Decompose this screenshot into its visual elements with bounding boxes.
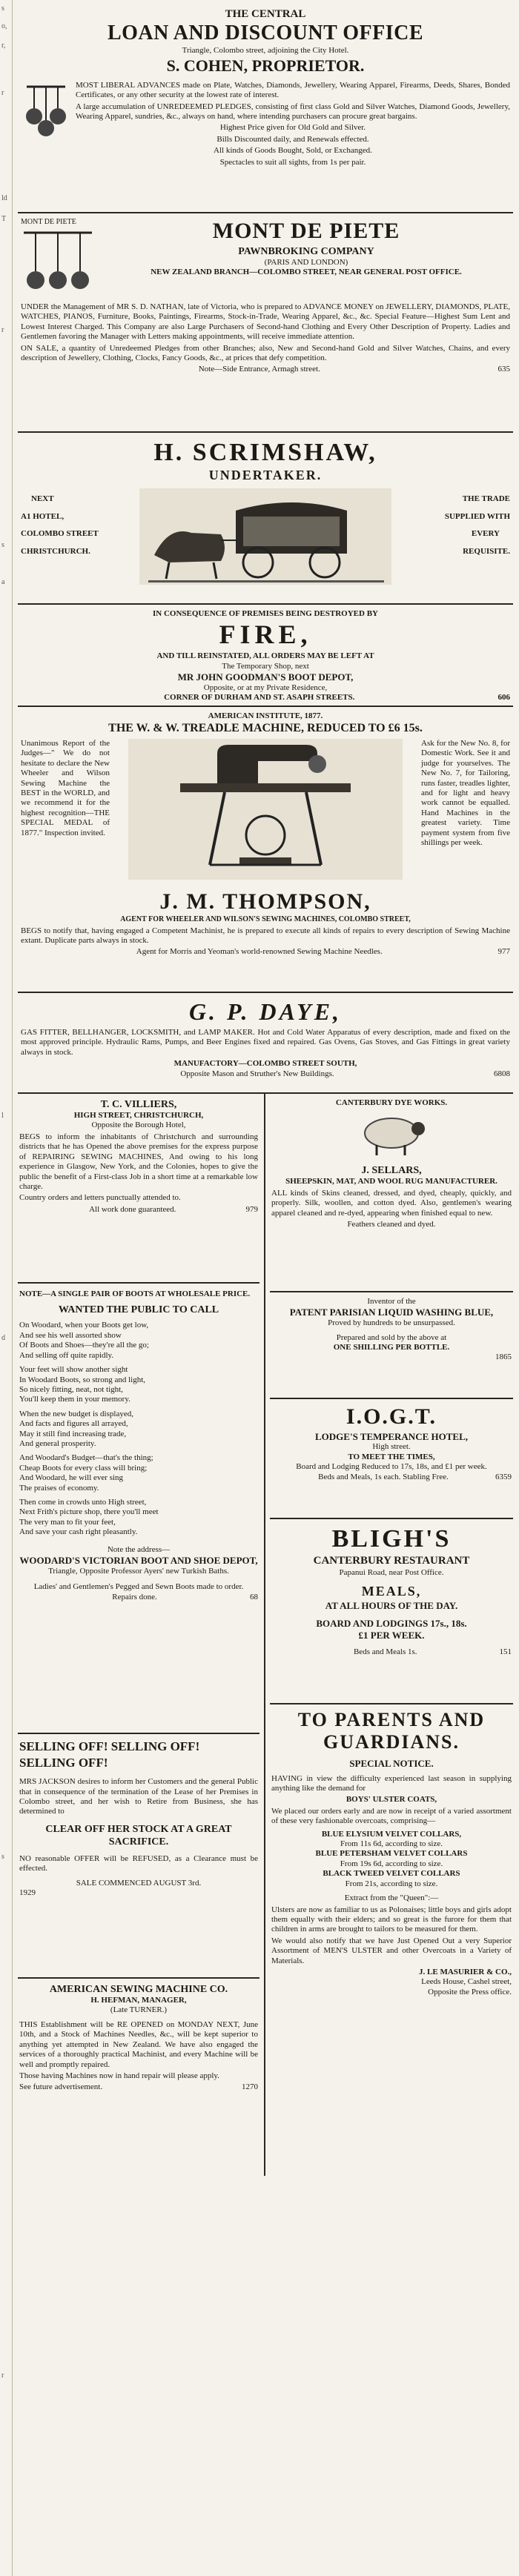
ad-footer: All work done guaranteed. <box>89 1204 176 1214</box>
ad-line: REQUISITE. <box>463 546 510 556</box>
left-margin-strip <box>0 0 13 2576</box>
verse-line: May it still find increasing trade, <box>19 1429 127 1438</box>
ad-line: A1 HOTEL, <box>21 511 65 521</box>
ad-subtitle: SPECIAL NOTICE. <box>349 1757 434 1769</box>
washing-blue-ad <box>270 1292 513 1399</box>
ad-proprietor: S. COHEN, PROPRIETOR. <box>166 56 365 75</box>
daye-ad <box>18 993 513 1094</box>
ad-line: Opposite, or at my Private Residence, <box>203 683 328 692</box>
ad-title: BLIGH'S <box>331 1525 452 1553</box>
ad-line: The Temporary Shop, next <box>222 661 309 671</box>
ad-ref: 606 <box>497 693 510 703</box>
ad-body: HAVING in view the difficulty experienced last season in supplying anything like the demand for <box>271 1773 512 1793</box>
verse-line: And save your cash right pleasantly. <box>19 1527 138 1537</box>
ad-line: High street. <box>372 1442 411 1452</box>
ad-line: MANUFACTORY—COLOMBO STREET SOUTH, <box>173 1059 357 1069</box>
selling-off-ad <box>18 1734 260 1979</box>
ad-title: NOTE—A SINGLE PAIR OF BOOTS AT WHOLESALE PRICE. <box>19 1289 251 1298</box>
wheeler-wilson-ad <box>18 707 513 993</box>
ad-line: SALE COMMENCED AUGUST 3rd. <box>76 1878 202 1888</box>
ad-line: HIGH STREET, CHRISTCHURCH, <box>73 1111 204 1121</box>
ad-line: Opposite the Borough Hotel, <box>91 1121 186 1130</box>
sewing-machine-illustration <box>128 739 403 880</box>
ad-ref: 635 <box>497 365 510 374</box>
ad-address: Triangle, Colombo street, adjoining the City Hotel. <box>182 46 349 56</box>
ad-line: H. HEFMAN, MANAGER, <box>90 1996 187 2005</box>
ad-ref: 151 <box>499 1647 512 1656</box>
margin-fragment: s <box>1 541 4 549</box>
parents-guardians-ad <box>270 1704 513 2165</box>
ad-body: BEGS to inform the inhabitants of Christchurch and surrounding districts that he has Opened the above premises for the express purpose of REPAIRING SEWING MACHINES, And owing to his long experience in Glasgow, New York, and the Colonies, hopes to give the public the benefit of a First-class Job in a short time at a remarkable low charge. <box>19 1132 258 1191</box>
pawnbroker-balls-icon <box>21 227 95 298</box>
ad-body: Country orders and letters punctually attended to. <box>19 1193 181 1203</box>
ad-line: Triangle, Opposite Professor Ayers' new Turkish Baths. <box>48 1566 229 1576</box>
ad-line: Board and Lodging Reduced to 17s, 18s, and £1 per week. <box>296 1462 487 1472</box>
ad-line: NEXT <box>31 494 54 504</box>
ad-ref: 6808 <box>494 1069 510 1078</box>
ad-subtitle: LODGE'S TEMPERANCE HOTEL, <box>315 1430 468 1442</box>
verse-line: The praises of economy. <box>19 1483 99 1493</box>
verse-line: In Woodard Boots, so strong and light, <box>19 1375 146 1384</box>
ad-line: EVERY <box>471 529 500 539</box>
ad-line: Proved by hundreds to be unsurpassed. <box>328 1318 455 1328</box>
ad-title: H. SCRIMSHAW, <box>153 439 377 466</box>
verse-line: And general prosperity. <box>19 1438 96 1448</box>
ad-line: CHRISTCHURCH. <box>21 546 90 556</box>
ad-body: ON SALE, a quantity of Unredeemed Pledges from other Branches; also, New and Second-hand Gold and Silver Watches, Chains, and every description of Jewellery, Clothing, Clocks, Fancy Goods, &c., at prices that defy competition. <box>21 343 510 363</box>
ad-title: T. C. VILLIERS, <box>100 1099 177 1110</box>
ad-line: Note the address— <box>107 1544 171 1554</box>
ad-subtitle: PAWNBROKING COMPANY <box>238 245 374 257</box>
ad-branch: NEW ZEALAND BRANCH—COLOMBO STREET, NEAR GENERAL POST OFFICE. <box>151 268 462 277</box>
left-column <box>18 1094 265 2176</box>
ad-agent-name: J. M. THOMPSON, <box>159 889 371 914</box>
verse-line: So nicely fitting, neat, not tight, <box>19 1384 123 1394</box>
ad-body: We would also notify that we have Just Opened Out a very Superior Assortment of MEN'S ULSTER and other Overcoats in a Variety of Materials. <box>271 1936 512 1965</box>
ad-title: LOAN AND DISCOUNT OFFICE <box>107 21 424 45</box>
verse-line: The very man to fit your feet, <box>19 1517 116 1527</box>
ad-body: THIS Establishment will be RE OPENED on MONDAY NEXT, June 10th, and a Stock of Machines Needles, &c., will be kept superior to anything yet attempted in New Zealand. We have also engaged the services of a thoroughly practical Machinist, and every Machine will be well and promptly repaired. <box>19 2019 258 2069</box>
margin-fragment: r <box>1 89 4 97</box>
ad-line: THE TRADE <box>462 494 510 504</box>
margin-fragment: r <box>1 326 4 334</box>
newspaper-column <box>18 3 513 2176</box>
villiers-ad <box>18 1094 260 1284</box>
verse-line: Your feet will show another sight <box>19 1365 128 1375</box>
ad-ref: 979 <box>245 1204 258 1214</box>
ad-line: Papanui Road, near Post Office. <box>339 1567 444 1577</box>
hearse-carriage-illustration <box>139 488 391 585</box>
ad-line: MEALS, <box>361 1584 422 1599</box>
ad-body: We placed our orders early and are now in receipt of a varied assortment of these very fashionable overcoats, comprising— <box>271 1806 512 1826</box>
ad-ref: 1270 <box>242 2082 258 2092</box>
scrimshaw-ad <box>18 433 513 605</box>
verse-line: Then come in crowds unto High street, <box>19 1497 147 1507</box>
ad-line: Extract from the "Queen":— <box>344 1893 439 1903</box>
ad-title: SELLING OFF! SELLING OFF! SELLING OFF! <box>19 1739 200 1770</box>
verse-line: When the new budget is displayed, <box>19 1409 133 1418</box>
ad-line: £1 PER WEEK. <box>358 1629 425 1641</box>
item-line: BLUE ELYSIUM VELVET COLLARS, <box>321 1829 462 1839</box>
ad-line: TO MEET THE TIMES, <box>348 1452 435 1461</box>
ad-footer: See future advertisement. <box>19 2082 103 2092</box>
ad-line: Opposite the Press office. <box>428 1987 512 1996</box>
ad-line: IN CONSEQUENCE OF PREMISES BEING DESTROYED BY <box>153 609 378 618</box>
ad-line: Prepared and sold by the above at <box>336 1332 447 1342</box>
ad-title: MONT DE PIETE <box>212 219 400 243</box>
ad-body: All kinds of Goods Bought, Sold, or Exchanged. <box>214 146 372 156</box>
ad-line: (Late TURNER.) <box>110 2005 168 2015</box>
ad-body: UNDER the Management of MR S. D. NATHAN, late of Victoria, who is prepared to ADVANCE MONEY on JEWELLERY, DIAMONDS, PLATE, WATCHES, PIANOS, Furniture, Books, Paintings, Firearms, Stock-in-Trade, Wearing Apparel, &c., &c. Special Feature—Highest Sum Lent and Lowest Interest Charged. This Company are also Large Purchasers of Second-hand Clothing and Every Other Description of Property. Ladies and Gentlemen favoring the Manager with Letters making appointments, will receive immediate attention. <box>21 302 510 342</box>
two-column-section <box>18 1094 513 2176</box>
ad-body: GAS FITTER, BELLHANGER, LOCKSMITH, and LAMP MAKER. Hot and Cold Water Apparatus of every description, made and fixed on the most approved principle. Hydraulic Rams, Pumps, and Beer Engines fixed and repaired. Gas Ovens, Gas Stoves, and Gas Fittings in great variety always in stock. <box>21 1028 510 1057</box>
mont-de-piete-ad <box>18 213 513 433</box>
margin-fragment: r <box>1 2371 4 2380</box>
ad-title: PATENT PARISIAN LIQUID WASHING BLUE, <box>289 1307 494 1318</box>
ad-line: Inventor of the <box>367 1297 416 1306</box>
ad-footer: Ladies' and Gentlemen's Pegged and Sewn Boots made to order. <box>33 1582 244 1592</box>
ad-body: MOST LIBERAL ADVANCES made on Plate, Watches, Diamonds, Jewellery, Wearing Apparel, Firearms, Deeds, Shares, Bonded Certificates, or any other security at the lowest rate of interest. <box>76 80 510 100</box>
ad-title: CANTERBURY DYE WORKS. <box>335 1098 448 1107</box>
ad-line: Leeds House, Cashel street, <box>421 1977 512 1987</box>
ad-body: ALL kinds of Skins cleaned, dressed, and dyed, cheaply, quickly, and properly. Silk, woollen, and cotton dyed. Also, gentlemen's wearing apparel cleaned and re-dyed, appearing when finished equal to new. <box>271 1188 512 1218</box>
ad-line: SUPPLIED WITH <box>444 511 510 521</box>
ad-line: Beds and Meals, 1s each. Stabling Free. <box>318 1472 449 1481</box>
verse-line: Next Frith's picture shop, there you'll meet <box>19 1507 159 1517</box>
ad-body: NO reasonable OFFER will be REFUSED, as a Clearance must be effected. <box>19 1853 258 1873</box>
ad-footer: Feathers cleaned and dyed. <box>347 1219 436 1229</box>
ad-footer: Agent for Morris and Yeoman's world-renowned Sewing Machine Needles. <box>136 947 383 957</box>
ad-subtitle: J. SELLARS, <box>361 1165 422 1177</box>
item-line: From 19s 6d, according to size. <box>340 1859 443 1868</box>
ad-line: Beds and Meals 1s. <box>353 1647 417 1656</box>
ad-title: G. P. DAYE, <box>188 998 343 1025</box>
loan-office-ad <box>18 3 513 213</box>
verse-line: Of Boots and Shoes—they're all the go; <box>19 1341 149 1350</box>
item-line: From 21s, according to size. <box>345 1879 438 1888</box>
ad-line: AT ALL HOURS OF THE DAY. <box>325 1600 458 1612</box>
ad-kicker: AMERICAN INSTITUTE, 1877. <box>208 711 323 720</box>
ad-ref: 6359 <box>495 1472 512 1481</box>
fire-notice-ad <box>18 605 513 707</box>
verse-line: And Woodard's Budget—that's the thing; <box>19 1453 153 1463</box>
margin-fragment: s <box>1 1853 4 1861</box>
ad-body: Bills Discounted daily, and Renewals effected. <box>216 134 369 144</box>
woodard-boots-ad <box>18 1284 260 1734</box>
verse-line: You'll keep them in your memory. <box>19 1395 130 1404</box>
ad-line: Repairs done. <box>112 1592 157 1601</box>
ad-title: I.O.G.T. <box>346 1404 437 1429</box>
ad-line: AGENT FOR WHEELER AND WILSON'S SEWING MACHINES, COLOMBO STREET, <box>120 915 411 924</box>
item-line: From 11s 6d, according to size. <box>340 1839 443 1849</box>
verse-line: On Woodard, when your Boots get low, <box>19 1321 149 1330</box>
ad-body: MRS JACKSON desires to inform her Customers and the general Public that in consequence of the termination of the Lease of her Premises in Colombo street, and her wish to Retire from Business, she has determined to <box>19 1777 258 1816</box>
iogt-hotel-ad <box>270 1399 513 1519</box>
ad-body: A large accumulation of UNREDEEMED PLEDGES, consisting of first class Gold and Silver Watches, Diamond Goods, Jewellery, Wearing Apparel, sundries, &c., always on hand, where intending purchasers can procure great bargains. <box>76 102 510 121</box>
ad-line: WOODARD'S VICTORIAN BOOT AND SHOE DEPOT, <box>19 1555 258 1567</box>
ad-line: COLOMBO STREET <box>21 529 99 539</box>
margin-fragment: s <box>1 4 4 13</box>
item-line: BLUE PETERSHAM VELVET COLLARS <box>315 1849 468 1859</box>
ad-body: Ask for the New No. 8, for Domestic Work. See it and judge for yourselves. The New No. 7, for Tailoring, runs faster, treadles lighter, and for light and heavy work cannot be equalled. Hand Machines in the greatest variety. Time payment system from five shillings per week. <box>421 738 510 847</box>
ad-line: BOYS' ULSTER COATS, <box>346 1795 437 1805</box>
margin-fragment: ld <box>1 194 7 202</box>
ad-line: CORNER OF DURHAM AND ST. ASAPH STREETS. <box>164 693 355 703</box>
ad-ref: 977 <box>497 947 510 957</box>
ad-kicker: THE CENTRAL <box>225 8 306 20</box>
verse-line: And Woodard, he will ever sing <box>19 1473 124 1483</box>
american-sewing-ad <box>18 1979 260 2176</box>
ad-body: Unanimous Report of the Judges—" We do not hesitate to declare the New Wheeler and Wilson Sewing Machine the BEST in the WORLD, and we recommend it for the highest recognition—THE SPECIAL MEDAL of 1877." Inspection invited. <box>21 738 110 837</box>
right-column <box>265 1094 513 2176</box>
margin-fragment: l <box>1 1112 4 1120</box>
ad-subtitle: (PARIS AND LONDON) <box>264 257 348 267</box>
item-line: BLACK TWEED VELVET COLLARS <box>323 1869 460 1879</box>
verse-line: And selling off quite rapidly. <box>19 1350 114 1360</box>
verse-line: Cheap Boots for every class will bring; <box>19 1463 148 1473</box>
margin-fragment: o, <box>1 22 7 30</box>
ad-body: Those having Machines now in hand repair will please apply. <box>19 2071 219 2080</box>
ad-title: AMERICAN SEWING MACHINE CO. <box>49 1984 228 1995</box>
ad-line: J. LE MASURIER & CO., <box>419 1967 512 1976</box>
ad-ref: 1865 <box>495 1352 512 1362</box>
blighs-restaurant-ad <box>270 1519 513 1704</box>
ad-body: Highest Price given for Old Gold and Silver. <box>219 123 366 133</box>
small-label: MONT DE PIETE <box>21 218 76 226</box>
ad-note: Note—Side Entrance, Armagh street. <box>198 365 320 374</box>
ad-body: BEGS to notify that, having engaged a Competent Machinist, he is prepared to execute all kinds of repairs to every description of Sewing Machine extant. Duplicate parts always in stock. <box>21 926 510 945</box>
ad-title: TO PARENTS AND GUARDIANS. <box>297 1709 486 1753</box>
ad-line: AND TILL REINSTATED, ALL ORDERS MAY BE LEFT AT <box>156 651 374 661</box>
ad-title: THE W. & W. TREADLE MACHINE, REDUCED TO £6 15s. <box>108 722 423 735</box>
verse-line: And facts and figures all arrayed, <box>19 1419 128 1429</box>
ad-subtitle: UNDERTAKER. <box>208 468 323 483</box>
margin-fragment: a <box>1 578 5 586</box>
ad-body: Ulsters are now as familiar to us as Polonaises; little boys and girls adopt them equally with their elders; and so great is the furore for them that children in arms are brought to tailors to be measured for them. <box>271 1905 512 1934</box>
ad-subtitle: CLEAR OFF HER STOCK AT A GREAT SACRIFICE. <box>45 1823 232 1848</box>
ad-line: BOARD AND LODGINGS 17s., 18s. <box>316 1617 467 1629</box>
margin-fragment: r, <box>1 42 6 50</box>
ad-line: MR JOHN GOODMAN'S BOOT DEPOT, <box>177 671 354 683</box>
ad-ref: 68 <box>250 1592 258 1601</box>
ad-ref: 1929 <box>19 1888 36 1898</box>
ad-line: SHEEPSKIN, MAT, AND WOOL RUG MANUFACTURER. <box>285 1177 497 1186</box>
ad-line: Opposite Mason and Struther's New Buildings. <box>180 1069 334 1078</box>
margin-fragment: d <box>1 1334 5 1342</box>
ad-title: FIRE, <box>219 620 312 650</box>
pawnbroker-balls-icon <box>21 79 71 139</box>
sheep-illustration <box>354 1111 429 1158</box>
ad-subtitle: WANTED THE PUBLIC TO CALL <box>58 1304 219 1316</box>
verse-line: And see his well assorted show <box>19 1330 122 1340</box>
dye-works-ad <box>270 1094 513 1292</box>
ad-line: ONE SHILLING PER BOTTLE. <box>333 1343 450 1352</box>
margin-fragment: T <box>1 215 7 223</box>
ad-body: Spectacles to suit all sights, from 1s per pair. <box>219 157 366 167</box>
ad-subtitle: CANTERBURY RESTAURANT <box>313 1555 470 1567</box>
